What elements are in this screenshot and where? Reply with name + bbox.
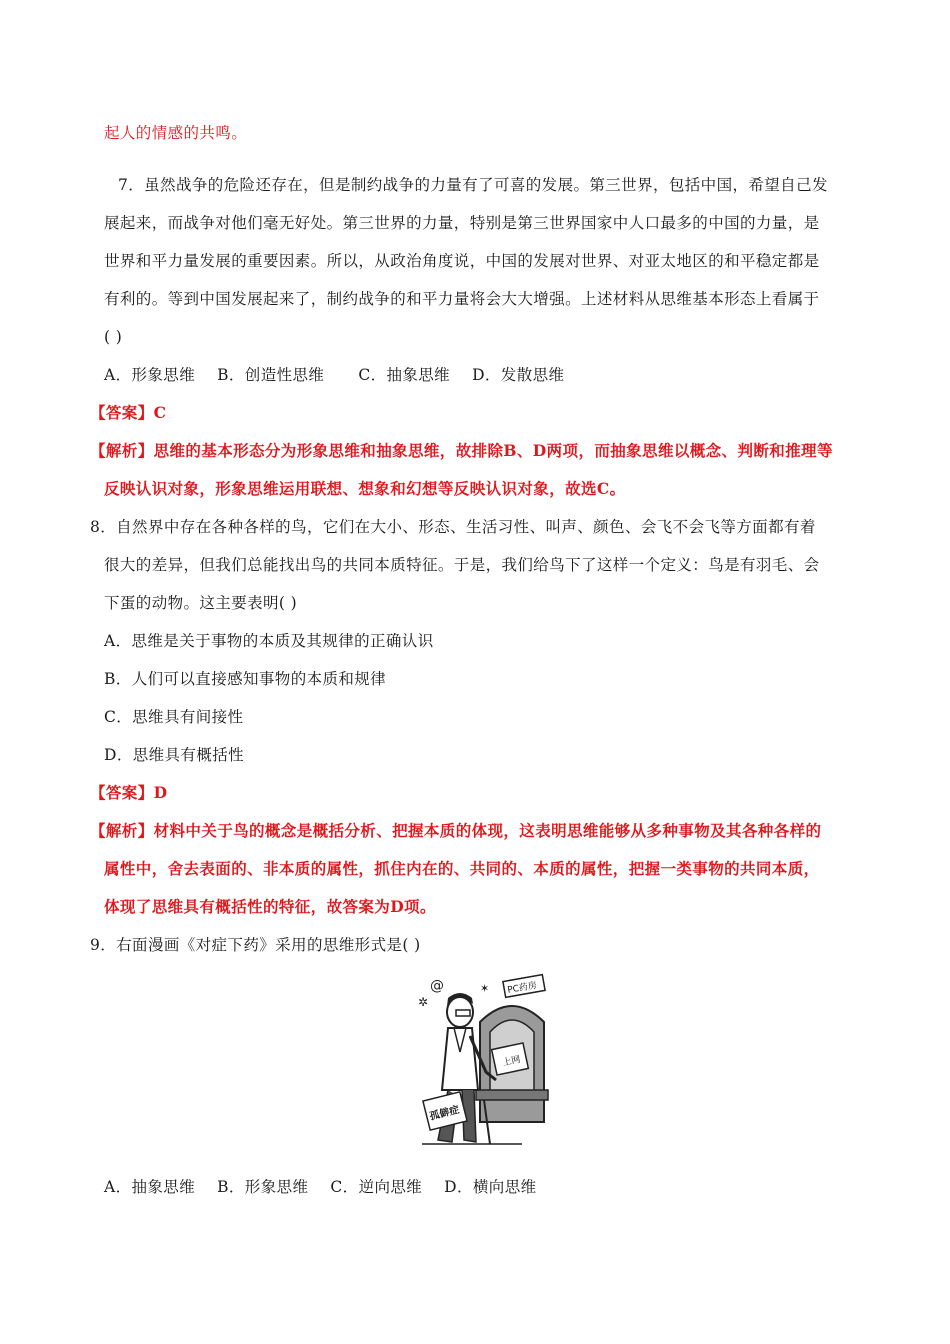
- q7-stem-line-1: 7．虽然战争的危险还存在，但是制约战争的力量有了可喜的发展。第三世界，包括中国，希望自己发: [118, 176, 828, 194]
- man-head: [447, 997, 473, 1027]
- cartoon-illustration: [412, 972, 558, 1154]
- dizzy-swirl-icon: @: [430, 978, 444, 994]
- q8-option-a: A．思维是关于事物的本质及其规律的正确认识: [104, 632, 434, 650]
- q8-analysis-line-3: 体现了思维具有概括性的特征，故答案为D项。: [104, 897, 436, 916]
- q7-option-b: B．创造性思维: [217, 366, 325, 384]
- previous-answer-tail: 起人的情感的共鸣。: [104, 124, 248, 142]
- q8-stem-line-3: 下蛋的动物。这主要表明( ): [104, 594, 298, 612]
- q8-analysis-line-1: 【解析】材料中关于鸟的概念是概括分析、把握本质的体现，这表明思维能够从多种事物及其各种各样的: [90, 821, 822, 840]
- q7-analysis-line-1: 【解析】思维的基本形态分为形象思维和抽象思维，故排除B、D两项，而抽象思维以概念、判断和推理等: [90, 441, 833, 460]
- q9-option-a: A．抽象思维: [104, 1178, 196, 1196]
- q7-stem-line-5: ( ): [104, 328, 123, 346]
- pharmacy-sign-label: PC药房: [506, 980, 538, 996]
- q8-option-b: B．人们可以直接感知事物的本质和规律: [104, 670, 387, 688]
- paper-note-label: 孤僻症: [428, 1104, 461, 1123]
- q9-option-d: D．横向思维: [444, 1178, 537, 1196]
- q8-analysis-line-2: 属性中，舍去表面的、非本质的属性，抓住内在的、共同的、本质的属性，把握一类事物的共同本质，: [104, 859, 820, 878]
- q9-option-b: B．形象思维: [217, 1178, 309, 1196]
- q8-answer-value: D: [153, 783, 168, 802]
- q8-analysis-label: 【解析】: [90, 821, 154, 840]
- q7-answer-label: 【答案】: [90, 403, 154, 422]
- q8-option-d: D．思维具有概括性: [104, 746, 245, 764]
- q7-options: [104, 364, 564, 386]
- q7-analysis-label: 【解析】: [90, 441, 154, 460]
- q8-answer-label: 【答案】: [90, 783, 154, 802]
- q7-stem-line-2: 展起来，而战争对他们毫无好处。第三世界的力量，特别是第三世界国家中人口最多的中国的力量，是: [104, 214, 820, 232]
- dizzy-star-icon: ✲: [418, 995, 429, 1009]
- q7-analysis-line-2: 反映认识对象，形象思维运用联想、想象和幻想等反映认识对象，故选C。: [104, 479, 626, 498]
- q8-option-c: C．思维具有间接性: [104, 708, 244, 726]
- q9-options: [104, 1176, 537, 1198]
- counter: [476, 1090, 548, 1100]
- q9-stem: 9．右面漫画《对症下药》采用的思维形式是( ): [90, 936, 421, 954]
- q9-option-c: C．逆向思维: [330, 1178, 423, 1196]
- monitor-label: 上网: [501, 1054, 522, 1069]
- q8-stem-line-2: 很大的差异，但我们总能找出鸟的共同本质特征。于是，我们给鸟下了这样一个定义：鸟是有羽毛、会: [104, 556, 820, 574]
- q7-stem-line-3: 世界和平力量发展的重要因素。所以，从政治角度说，中国的发展对世界、对亚太地区的和平稳定都是: [104, 252, 820, 270]
- q8-answer: [90, 782, 167, 804]
- man-body: [442, 1028, 478, 1090]
- q7-option-d: D．发散思维: [472, 366, 565, 384]
- q7-stem-line-4: 有利的。等到中国发展起来了，制约战争的和平力量将会大大增强。上述材料从思维基本形态上看属于: [104, 290, 820, 308]
- q7-option-c: C．抽象思维: [358, 366, 451, 384]
- q7-answer-value: C: [153, 403, 167, 422]
- q7-answer: [90, 402, 166, 424]
- q8-stem-line-1: 8．自然界中存在各种各样的鸟，它们在大小、形态、生活习性、叫声、颜色、会飞不会飞等方面都有着: [90, 518, 816, 536]
- dizzy-sparkle-icon: ✶: [480, 982, 490, 995]
- q7-option-a: A．形象思维: [104, 366, 196, 384]
